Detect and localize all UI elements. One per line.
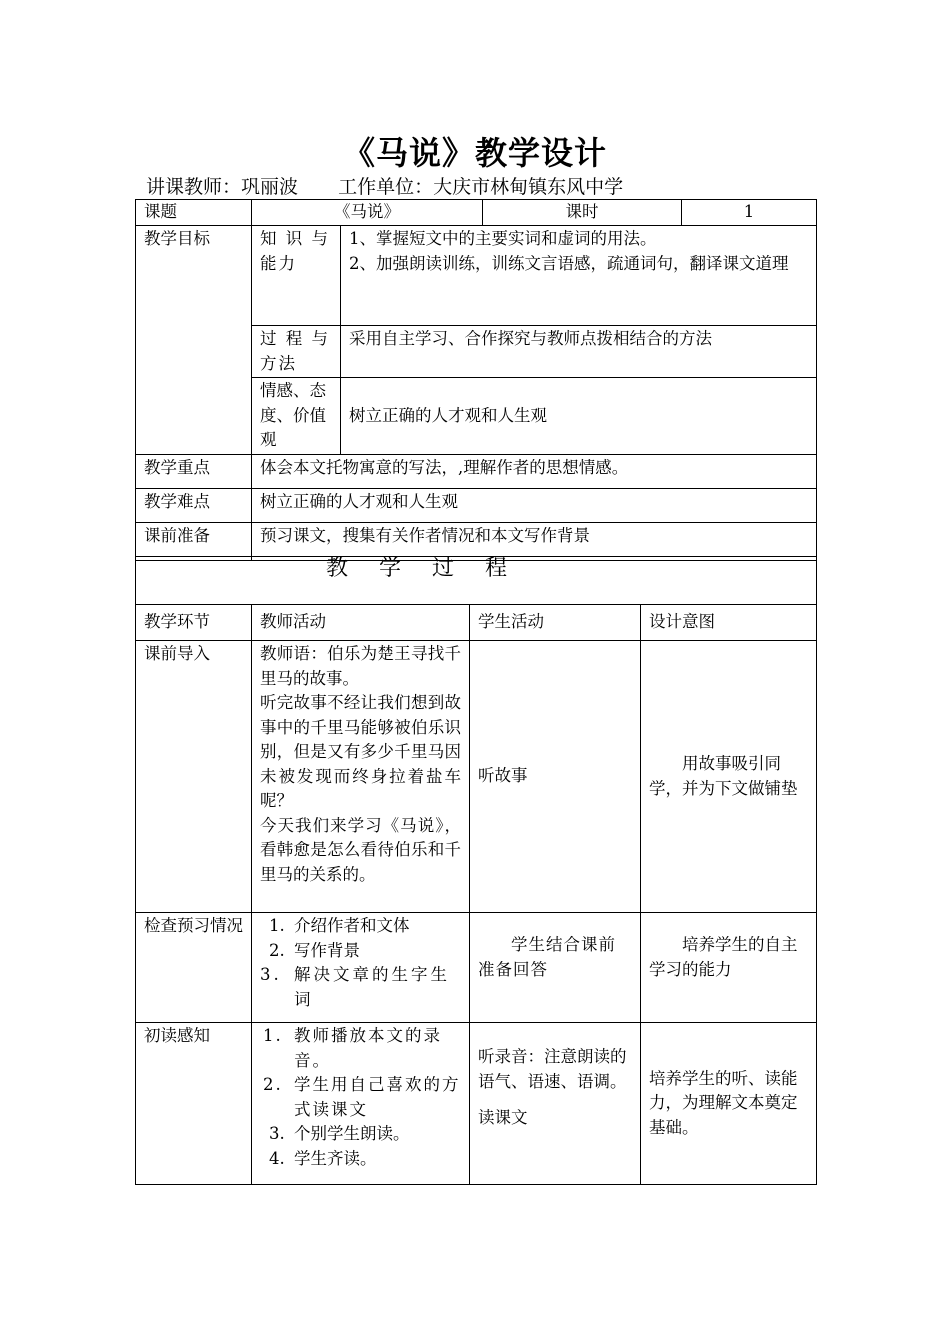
lesson-info-table xyxy=(135,199,817,561)
difficulties-value: 树立正确的人才观和人生观 xyxy=(252,488,817,522)
list-item: 2. 写作背景 xyxy=(290,939,461,964)
activity-paragraph: 读课文 xyxy=(478,1108,528,1127)
list-item: 4. 学生齐读。 xyxy=(290,1147,461,1172)
activity-paragraph: 听完故事不经让我们想到故事中的千里马能够被伯乐识别，但是又有多少千里马因未被发现而终身拉着盐车呢？ xyxy=(260,693,461,810)
header-teacher-activity: 教师活动 xyxy=(252,605,470,641)
teaching-process-table xyxy=(135,556,817,1185)
stage-first-reading: 初读感知 xyxy=(136,1023,252,1185)
goals-label: 教学目标 xyxy=(136,226,252,455)
goal-line: 1、掌握短文中的主要实词和虚词的用法。 xyxy=(349,229,657,248)
preparation-value: 预习课文，搜集有关作者情况和本文写作背景 xyxy=(252,522,817,560)
goal-content-emotion: 树立正确的人才观和人生观 xyxy=(341,378,817,455)
teacher-activity-preview xyxy=(252,913,470,1023)
list-item: 1. 教师播放本文的录音。 xyxy=(290,1024,461,1073)
teacher-activity-reading xyxy=(252,1023,470,1185)
activity-paragraph: 听录音：注意朗读的语气、语速、语调。 xyxy=(478,1047,627,1091)
activity-paragraph: 教师语：伯乐为楚王寻找千里马的故事。 xyxy=(260,644,461,688)
goal-line: 2、加强朗读训练，训练文言语感，疏通词句，翻译课文道理 xyxy=(349,253,789,273)
list-item: 1. 介绍作者和文体 xyxy=(290,914,461,939)
goal-category-emotion: 情感、态度、价值观 xyxy=(252,378,341,455)
work-unit: 工作单位：大庆市林甸镇东风中学 xyxy=(338,176,624,198)
header-stage: 教学环节 xyxy=(136,605,252,641)
period-label: 课时 xyxy=(483,200,682,226)
student-activity-intro: 听故事 xyxy=(470,641,641,913)
goal-category-knowledge: 知 识 与 能力 xyxy=(252,226,341,326)
list-item: 2. 学生用自己喜欢的方式读课文 xyxy=(290,1073,461,1122)
document-title: 《马说》教学设计 xyxy=(342,134,607,172)
difficulties-label: 教学难点 xyxy=(136,488,252,522)
teacher-info-line xyxy=(146,172,623,199)
preparation-label: 课前准备 xyxy=(136,522,252,560)
list-item: 3. 个别学生朗读。 xyxy=(290,1122,461,1147)
header-design-intent: 设计意图 xyxy=(641,605,817,641)
process-title: 教 学 过 程 xyxy=(136,557,817,605)
goal-category-process: 过 程 与 方法 xyxy=(252,326,341,378)
goal-content-process: 采用自主学习、合作探究与教师点拨相结合的方法 xyxy=(341,326,817,378)
topic-value: 《马说》 xyxy=(252,200,483,226)
list-item: 3. 解决文章的生字生词 xyxy=(290,963,461,1012)
teacher-name: 讲课教师：巩丽波 xyxy=(146,176,299,198)
student-activity-preview: 学生结合课前准备回答 xyxy=(470,913,641,1023)
stage-intro: 课前导入 xyxy=(136,641,252,913)
key-points-value: 体会本文托物寓意的写法，,理解作者的思想情感。 xyxy=(252,454,817,488)
design-intent-intro: 用故事吸引同学，并为下文做铺垫 xyxy=(641,641,817,913)
student-activity-reading xyxy=(470,1023,641,1185)
key-points-label: 教学重点 xyxy=(136,454,252,488)
stage-preview-check: 检查预习情况 xyxy=(136,913,252,1023)
period-value: 1 xyxy=(682,200,817,226)
header-student-activity: 学生活动 xyxy=(470,605,641,641)
design-intent-reading: 培养学生的听、读能力，为理解文本奠定基础。 xyxy=(641,1023,817,1185)
design-intent-preview: 培养学生的自主学习的能力 xyxy=(641,913,817,1023)
topic-label: 课题 xyxy=(136,200,252,226)
activity-paragraph: 今天我们来学习《马说》，看韩愈是怎么看待伯乐和千里马的关系的。 xyxy=(260,815,461,884)
teacher-activity-intro xyxy=(252,641,470,913)
goal-content-knowledge xyxy=(341,226,817,326)
